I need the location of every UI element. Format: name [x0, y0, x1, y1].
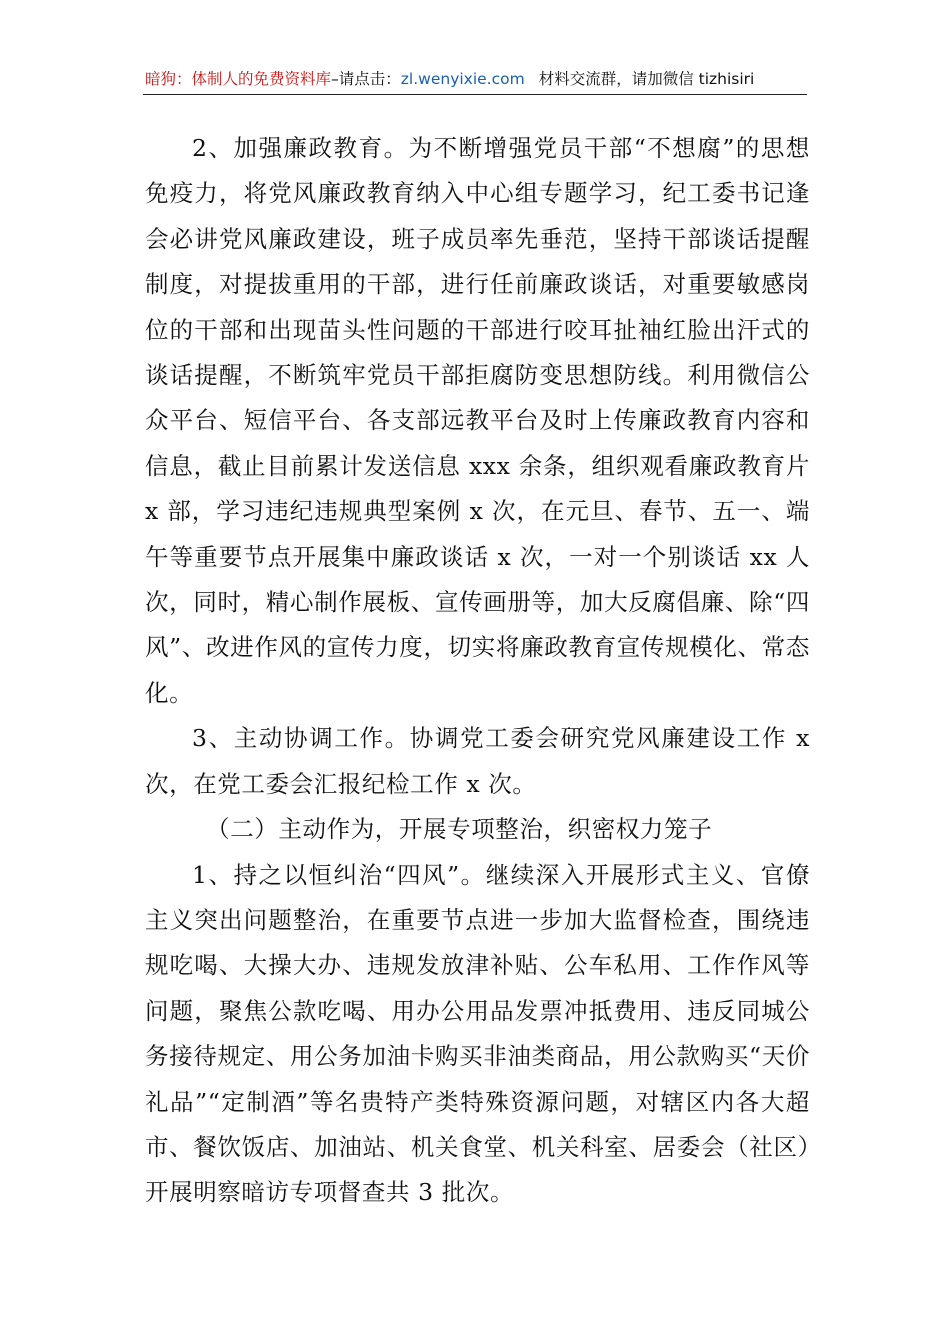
paragraph-integrity-education: 2、加强廉政教育。为不断增强党员干部“不想腐”的思想免疫力，将党风廉政教育纳入中心组专题学习，纪工委书记逢会必讲党风廉政建设，班子成员率先垂范，坚持干部谈话提醒制度，对提拔重用的干部，进行任前廉政谈话，对重要敏感岗位的干部和出现苗头性问题的干部进行咬耳扯袖红脸出汗式的谈话提醒，不断筑牢党员干部拒腐防变思想防线。利用微信公众平台、短信平台、各支部远教平台及时上传廉政教育内容和信息，截止目前累计发送信息 xxx 余条，组织观看廉政教育片 x 部，学习违纪违规典型案例 x 次，在元旦、春节、五一、端午等重要节点开展集中廉政谈话 x 次，一对一个别谈话 xx 人次，同时，精心制作展板、宣传画册等，加大反腐倡廉、除“四风”、改进作风的宣传力度，切实将廉政教育宣传规模化、常态化。 — [145, 134, 810, 707]
section-heading: （二）主动作为，开展专项整治，织密权力笼子 — [206, 815, 713, 844]
page-header — [145, 64, 805, 94]
header-divider — [143, 94, 807, 95]
header-prompt: –请点击： — [331, 70, 401, 88]
paragraph-four-winds: 1、持之以恒纠治“四风”。继续深入开展形式主义、官僚主义突出问题整治，在重要节点进一步加大监督检查，围绕违规吃喝、大操大办、违规发放津补贴、公车私用、工作作风等问题，聚焦公款吃喝、用办公用品发票冲抵费用、违反同城公务接待规定、用公务加油卡购买非油类商品，用公款购买“天价礼品”“定制酒”等名贵特产类特殊资源问题，对辖区内各大超市、餐饮饭店、加油站、机关食堂、机关科室、居委会（社区）开展明察暗访专项督查共 3 批次。 — [145, 860, 810, 1207]
paragraph-coordination: 3、主动协调工作。协调党工委会研究党风廉建设工作 x 次，在党工委会汇报纪检工作 x 次。 — [145, 724, 810, 798]
header-group-note: 材料交流群，请加微信 tizhisiri — [538, 70, 755, 88]
header-link[interactable]: zl.wenyixie.com — [400, 70, 525, 88]
header-brand: 暗狗：体制人的免费资料库 — [145, 70, 332, 88]
document-body — [145, 126, 810, 1216]
